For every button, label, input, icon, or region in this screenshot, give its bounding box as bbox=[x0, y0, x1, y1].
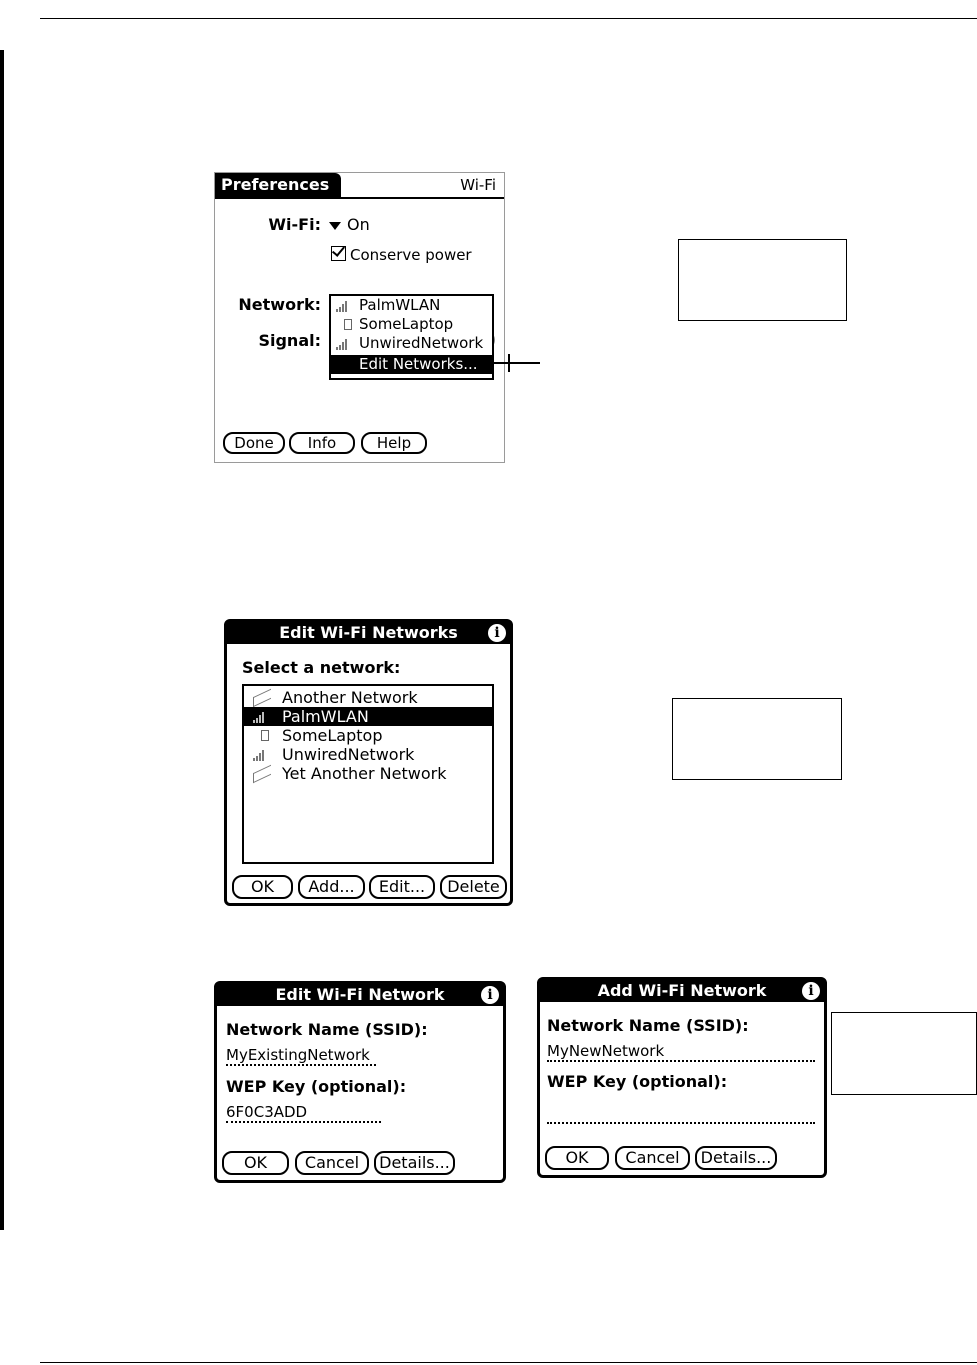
bottom-rule bbox=[40, 1362, 977, 1363]
preferences-tab-title: Preferences bbox=[215, 173, 335, 197]
dialog-title: Edit Wi-Fi Network bbox=[217, 984, 503, 1006]
adhoc-device-icon bbox=[261, 730, 269, 741]
wep-key-label: WEP Key (optional): bbox=[226, 1077, 407, 1096]
preferences-wifi-screen bbox=[214, 172, 505, 463]
edit-networks-option[interactable]: Edit Networks... bbox=[331, 355, 492, 374]
out-of-range-icon bbox=[253, 689, 271, 707]
signal-strength-icon bbox=[336, 300, 350, 312]
wep-key-field[interactable]: 6F0C3ADD bbox=[226, 1103, 381, 1123]
checkbox-checked-icon bbox=[331, 246, 346, 261]
signal-strength-icon bbox=[253, 749, 267, 761]
network-option-label: PalmWLAN bbox=[359, 296, 441, 314]
cancel-button[interactable]: Cancel bbox=[615, 1146, 690, 1170]
conserve-power-label: Conserve power bbox=[350, 246, 472, 264]
ok-button[interactable]: OK bbox=[222, 1151, 289, 1175]
network-option-label: SomeLaptop bbox=[359, 315, 454, 333]
edit-wifi-network-dialog bbox=[214, 981, 506, 1183]
conserve-power-checkbox[interactable] bbox=[331, 246, 472, 264]
info-icon[interactable]: i bbox=[481, 986, 499, 1004]
info-icon[interactable]: i bbox=[488, 624, 506, 642]
list-item-label: Another Network bbox=[282, 688, 418, 707]
signal-strength-icon bbox=[336, 338, 350, 350]
dialog-title: Edit Wi-Fi Networks bbox=[227, 622, 510, 644]
select-network-prompt: Select a network: bbox=[242, 658, 401, 677]
list-item[interactable] bbox=[244, 688, 492, 707]
out-of-range-icon bbox=[253, 765, 271, 783]
info-icon[interactable]: i bbox=[802, 982, 820, 1000]
left-margin-bar bbox=[0, 50, 4, 1230]
ok-button[interactable]: OK bbox=[232, 875, 293, 899]
dialog-title: Add Wi-Fi Network bbox=[540, 980, 824, 1002]
cancel-button[interactable]: Cancel bbox=[295, 1151, 369, 1175]
details-button[interactable]: Details... bbox=[374, 1151, 455, 1175]
list-item[interactable] bbox=[244, 726, 492, 745]
top-rule bbox=[40, 18, 977, 19]
wep-key-label: WEP Key (optional): bbox=[547, 1072, 728, 1091]
details-button[interactable]: Details... bbox=[695, 1146, 777, 1170]
list-item-label: SomeLaptop bbox=[282, 726, 383, 745]
ssid-field[interactable]: MyNewNetwork bbox=[547, 1042, 815, 1062]
list-item-selected[interactable] bbox=[244, 707, 492, 726]
help-button[interactable]: Help bbox=[361, 432, 427, 454]
done-button[interactable]: Done bbox=[223, 432, 285, 454]
signal-strength-icon bbox=[253, 711, 267, 723]
network-popup-list[interactable] bbox=[329, 294, 494, 380]
callout-leader-tick bbox=[508, 354, 510, 372]
list-item-label: UnwiredNetwork bbox=[282, 745, 415, 764]
add-button[interactable]: Add... bbox=[298, 875, 365, 899]
dropdown-triangle-icon bbox=[329, 222, 341, 230]
info-button[interactable]: Info bbox=[289, 432, 355, 454]
add-wifi-network-dialog bbox=[537, 977, 827, 1178]
network-list[interactable] bbox=[242, 684, 494, 864]
callout-box bbox=[672, 698, 842, 780]
ssid-label: Network Name (SSID): bbox=[547, 1016, 749, 1035]
adhoc-device-icon bbox=[344, 319, 352, 330]
network-option[interactable] bbox=[331, 334, 492, 353]
signal-label: Signal: bbox=[258, 331, 321, 350]
callout-box bbox=[831, 1012, 977, 1095]
wifi-label: Wi-Fi: bbox=[268, 215, 321, 234]
list-item[interactable] bbox=[244, 764, 492, 783]
list-item-label: Yet Another Network bbox=[282, 764, 447, 783]
wifi-state-value: On bbox=[347, 215, 370, 234]
network-option-label: UnwiredNetwork bbox=[359, 334, 484, 352]
panel-picker[interactable]: Wi-Fi bbox=[460, 176, 496, 194]
network-label: Network: bbox=[238, 295, 321, 314]
title-underline bbox=[215, 197, 504, 199]
ok-button[interactable]: OK bbox=[545, 1146, 609, 1170]
wifi-state-picker[interactable] bbox=[329, 215, 370, 234]
edit-button[interactable]: Edit... bbox=[369, 875, 435, 899]
edit-wifi-networks-dialog bbox=[224, 619, 513, 906]
wep-key-field[interactable] bbox=[547, 1104, 815, 1124]
callout-box bbox=[678, 239, 847, 321]
delete-button[interactable]: Delete bbox=[440, 875, 507, 899]
ssid-label: Network Name (SSID): bbox=[226, 1020, 428, 1039]
list-item-label: PalmWLAN bbox=[282, 707, 369, 726]
ssid-field[interactable]: MyExistingNetwork bbox=[226, 1046, 376, 1066]
network-option[interactable] bbox=[331, 315, 492, 334]
list-item[interactable] bbox=[244, 745, 492, 764]
network-option[interactable] bbox=[331, 296, 492, 315]
